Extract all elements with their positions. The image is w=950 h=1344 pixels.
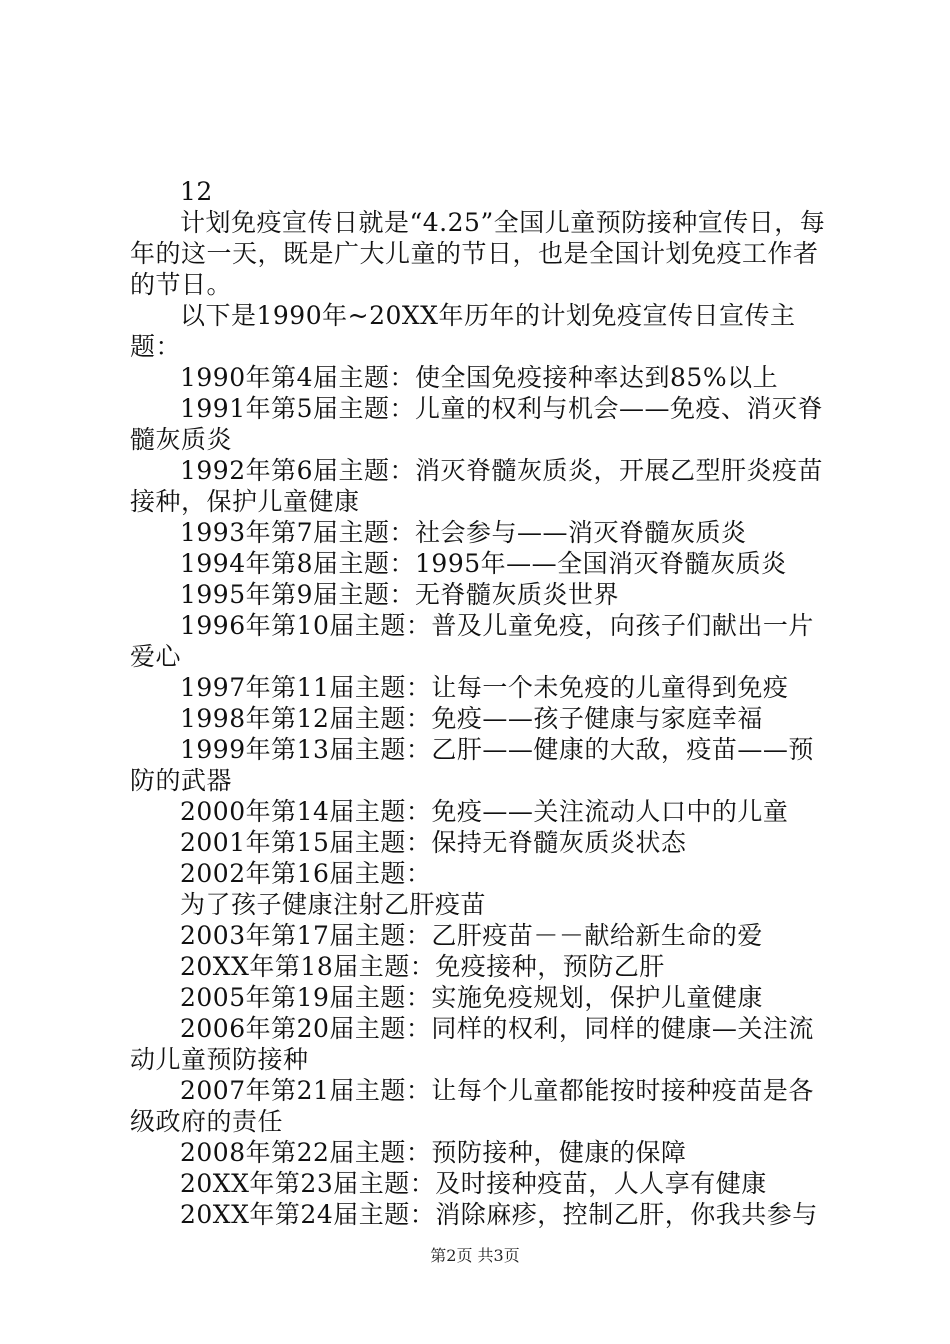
paragraph: 1998年第12届主题：免疫——孩子健康与家庭幸福 — [180, 704, 763, 733]
paragraph: 为了孩子健康注射乙肝疫苗 — [180, 890, 487, 919]
document-body — [130, 176, 830, 1230]
paragraph: 20XX年第24届主题：消除麻疹，控制乙肝，你我共参与 — [180, 1200, 818, 1229]
paragraph: 1993年第7届主题：社会参与——消灭脊髓灰质炎 — [180, 518, 747, 547]
paragraph: 计划免疫宣传日就是“4.25”全国儿童预防接种宣传日，每年的这一天，既是广大儿童的节日，也是全国计划免疫工作者的节日。 — [130, 208, 826, 299]
paragraph: 1999年第13届主题：乙肝——健康的大敌，疫苗——预防的武器 — [130, 735, 814, 795]
paragraph: 1996年第10届主题：普及儿童免疫，向孩子们献出一片爱心 — [130, 611, 814, 671]
paragraph: 1992年第6届主题：消灭脊髓灰质炎，开展乙型肝炎疫苗接种，保护儿童健康 — [130, 456, 824, 516]
paragraph: 1997年第11届主题：让每一个未免疫的儿童得到免疫 — [180, 673, 789, 702]
paragraph: 12 — [180, 177, 213, 206]
paragraph: 2003年第17届主题：乙肝疫苗－－献给新生命的爱 — [180, 921, 763, 950]
page-number-footer: 第2页 共3页 — [430, 1246, 520, 1265]
paragraph: 20XX年第18届主题：免疫接种，预防乙肝 — [180, 952, 665, 981]
paragraph: 2008年第22届主题：预防接种，健康的保障 — [180, 1138, 687, 1167]
paragraph: 1990年第4届主题：使全国免疫接种率达到85%以上 — [180, 363, 779, 392]
paragraph: 以下是1990年~20XX年历年的计划免疫宣传日宣传主题： — [130, 301, 796, 361]
paragraph: 20XX年第23届主题：及时接种疫苗，人人享有健康 — [180, 1169, 767, 1198]
paragraph: 2005年第19届主题：实施免疫规划，保护儿童健康 — [180, 983, 763, 1012]
paragraph: 2006年第20届主题：同样的权利，同样的健康—关注流动儿童预防接种 — [130, 1014, 814, 1074]
paragraph: 2002年第16届主题： — [180, 859, 432, 888]
paragraph: 1994年第8届主题：1995年——全国消灭脊髓灰质炎 — [180, 549, 787, 578]
paragraph: 1991年第5届主题：儿童的权利与机会——免疫、消灭脊髓灰质炎 — [130, 394, 824, 454]
paragraph: 1995年第9届主题：无脊髓灰质炎世界 — [180, 580, 620, 609]
paragraph: 2000年第14届主题：免疫——关注流动人口中的儿童 — [180, 797, 789, 826]
paragraph: 2001年第15届主题：保持无脊髓灰质炎状态 — [180, 828, 687, 857]
paragraph: 2007年第21届主题：让每个儿童都能按时接种疫苗是各级政府的责任 — [130, 1076, 814, 1136]
